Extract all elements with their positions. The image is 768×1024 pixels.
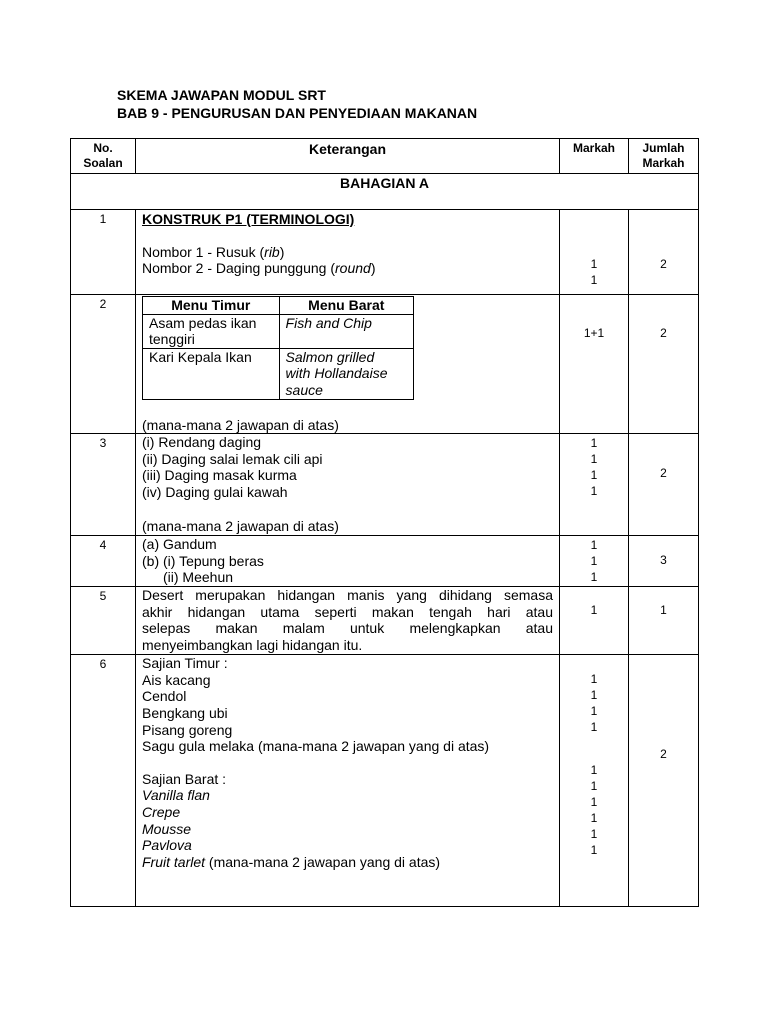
answer-scheme-table bbox=[70, 138, 699, 907]
menu-table bbox=[142, 296, 414, 400]
answer-note: (mana-mana 2 jawapan di atas) bbox=[142, 416, 339, 433]
table-row bbox=[71, 295, 699, 434]
col-header-no-soalan: No. Soalan bbox=[71, 139, 136, 174]
question-number: 1 bbox=[71, 210, 136, 295]
question-description: Desert merupakan hidangan manis yang dihidang semasa akhir hidangan utama seperti makan tengah hari atau selepas makan malam untuk melengkapkan atau menyeimbangkan lagi hidangan itu. bbox=[136, 587, 560, 655]
question-number: 6 bbox=[71, 655, 136, 907]
col-header-markah: Markah bbox=[560, 139, 629, 174]
col-header-jumlah-markah: Jumlah Markah bbox=[629, 139, 699, 174]
question-number: 4 bbox=[71, 536, 136, 587]
title-line-1: SKEMA JAWAPAN MODUL SRT bbox=[117, 87, 326, 103]
total-cell: 2 bbox=[629, 295, 699, 434]
menu-cell: Kari Kepala Ikan bbox=[143, 348, 280, 399]
question-number: 3 bbox=[71, 434, 136, 536]
table-row bbox=[71, 536, 699, 587]
marks-cell: 1 bbox=[560, 587, 629, 655]
section-title: BAHAGIAN A bbox=[71, 174, 699, 210]
total-cell: 2 bbox=[629, 434, 699, 536]
total-cell: 2 bbox=[629, 210, 699, 295]
question-description: Sajian Timur : Ais kacang Cendol Bengkang ubi Pisang goreng Sagu gula melaka (mana-mana 2 jawapan yang di atas) Sajian Barat : Vanilla flan Crepe Mousse Pavlova Fruit tarlet (mana-mana 2 jawapan yang di atas) bbox=[136, 655, 560, 907]
table-row bbox=[71, 655, 699, 907]
menu-barat-header: Menu Barat bbox=[279, 297, 413, 315]
menu-timur-header: Menu Timur bbox=[143, 297, 280, 315]
title-line-2: BAB 9 - PENGURUSAN DAN PENYEDIAAN MAKANAN bbox=[117, 105, 478, 121]
marks-cell: 1+1 bbox=[560, 295, 629, 434]
question-number: 2 bbox=[71, 295, 136, 434]
marks-cell: 1 1 bbox=[560, 210, 629, 295]
table-row bbox=[71, 434, 699, 536]
col-header-keterangan: Keterangan bbox=[136, 139, 560, 174]
menu-cell: Fish and Chip bbox=[279, 314, 413, 348]
table-row bbox=[71, 210, 699, 295]
menu-cell: Asam pedas ikan tenggiri bbox=[143, 314, 280, 348]
header-row bbox=[71, 139, 699, 174]
question-description: (i) Rendang daging (ii) Daging salai lemak cili api (iii) Daging masak kurma (iv) Daging gulai kawah (mana-mana 2 jawapan di atas) bbox=[136, 434, 560, 536]
question-number: 5 bbox=[71, 587, 136, 655]
total-cell: 2 bbox=[629, 655, 699, 907]
answer-note: (mana-mana 2 jawapan di atas) bbox=[142, 517, 339, 534]
question-description: KONSTRUK P1 (TERMINOLOGI) Nombor 1 - Rusuk (rib) Nombor 2 - Daging punggung (round) bbox=[136, 210, 560, 295]
table-row bbox=[71, 587, 699, 655]
marks-cell: 1 1 1 1 bbox=[560, 434, 629, 536]
construct-heading: KONSTRUK P1 (TERMINOLOGI) bbox=[142, 211, 355, 227]
total-cell: 1 bbox=[629, 587, 699, 655]
question-description bbox=[136, 295, 560, 434]
document-title bbox=[117, 86, 477, 122]
section-row bbox=[71, 174, 699, 210]
menu-cell: Salmon grilled with Hollandaise sauce bbox=[279, 348, 413, 399]
question-description: (a) Gandum (b) (i) Tepung beras (ii) Meehun bbox=[136, 536, 560, 587]
total-cell: 3 bbox=[629, 536, 699, 587]
marks-cell: 1 1 1 bbox=[560, 536, 629, 587]
marks-cell: 1 1 1 1 1 1 1 1 1 1 bbox=[560, 655, 629, 907]
